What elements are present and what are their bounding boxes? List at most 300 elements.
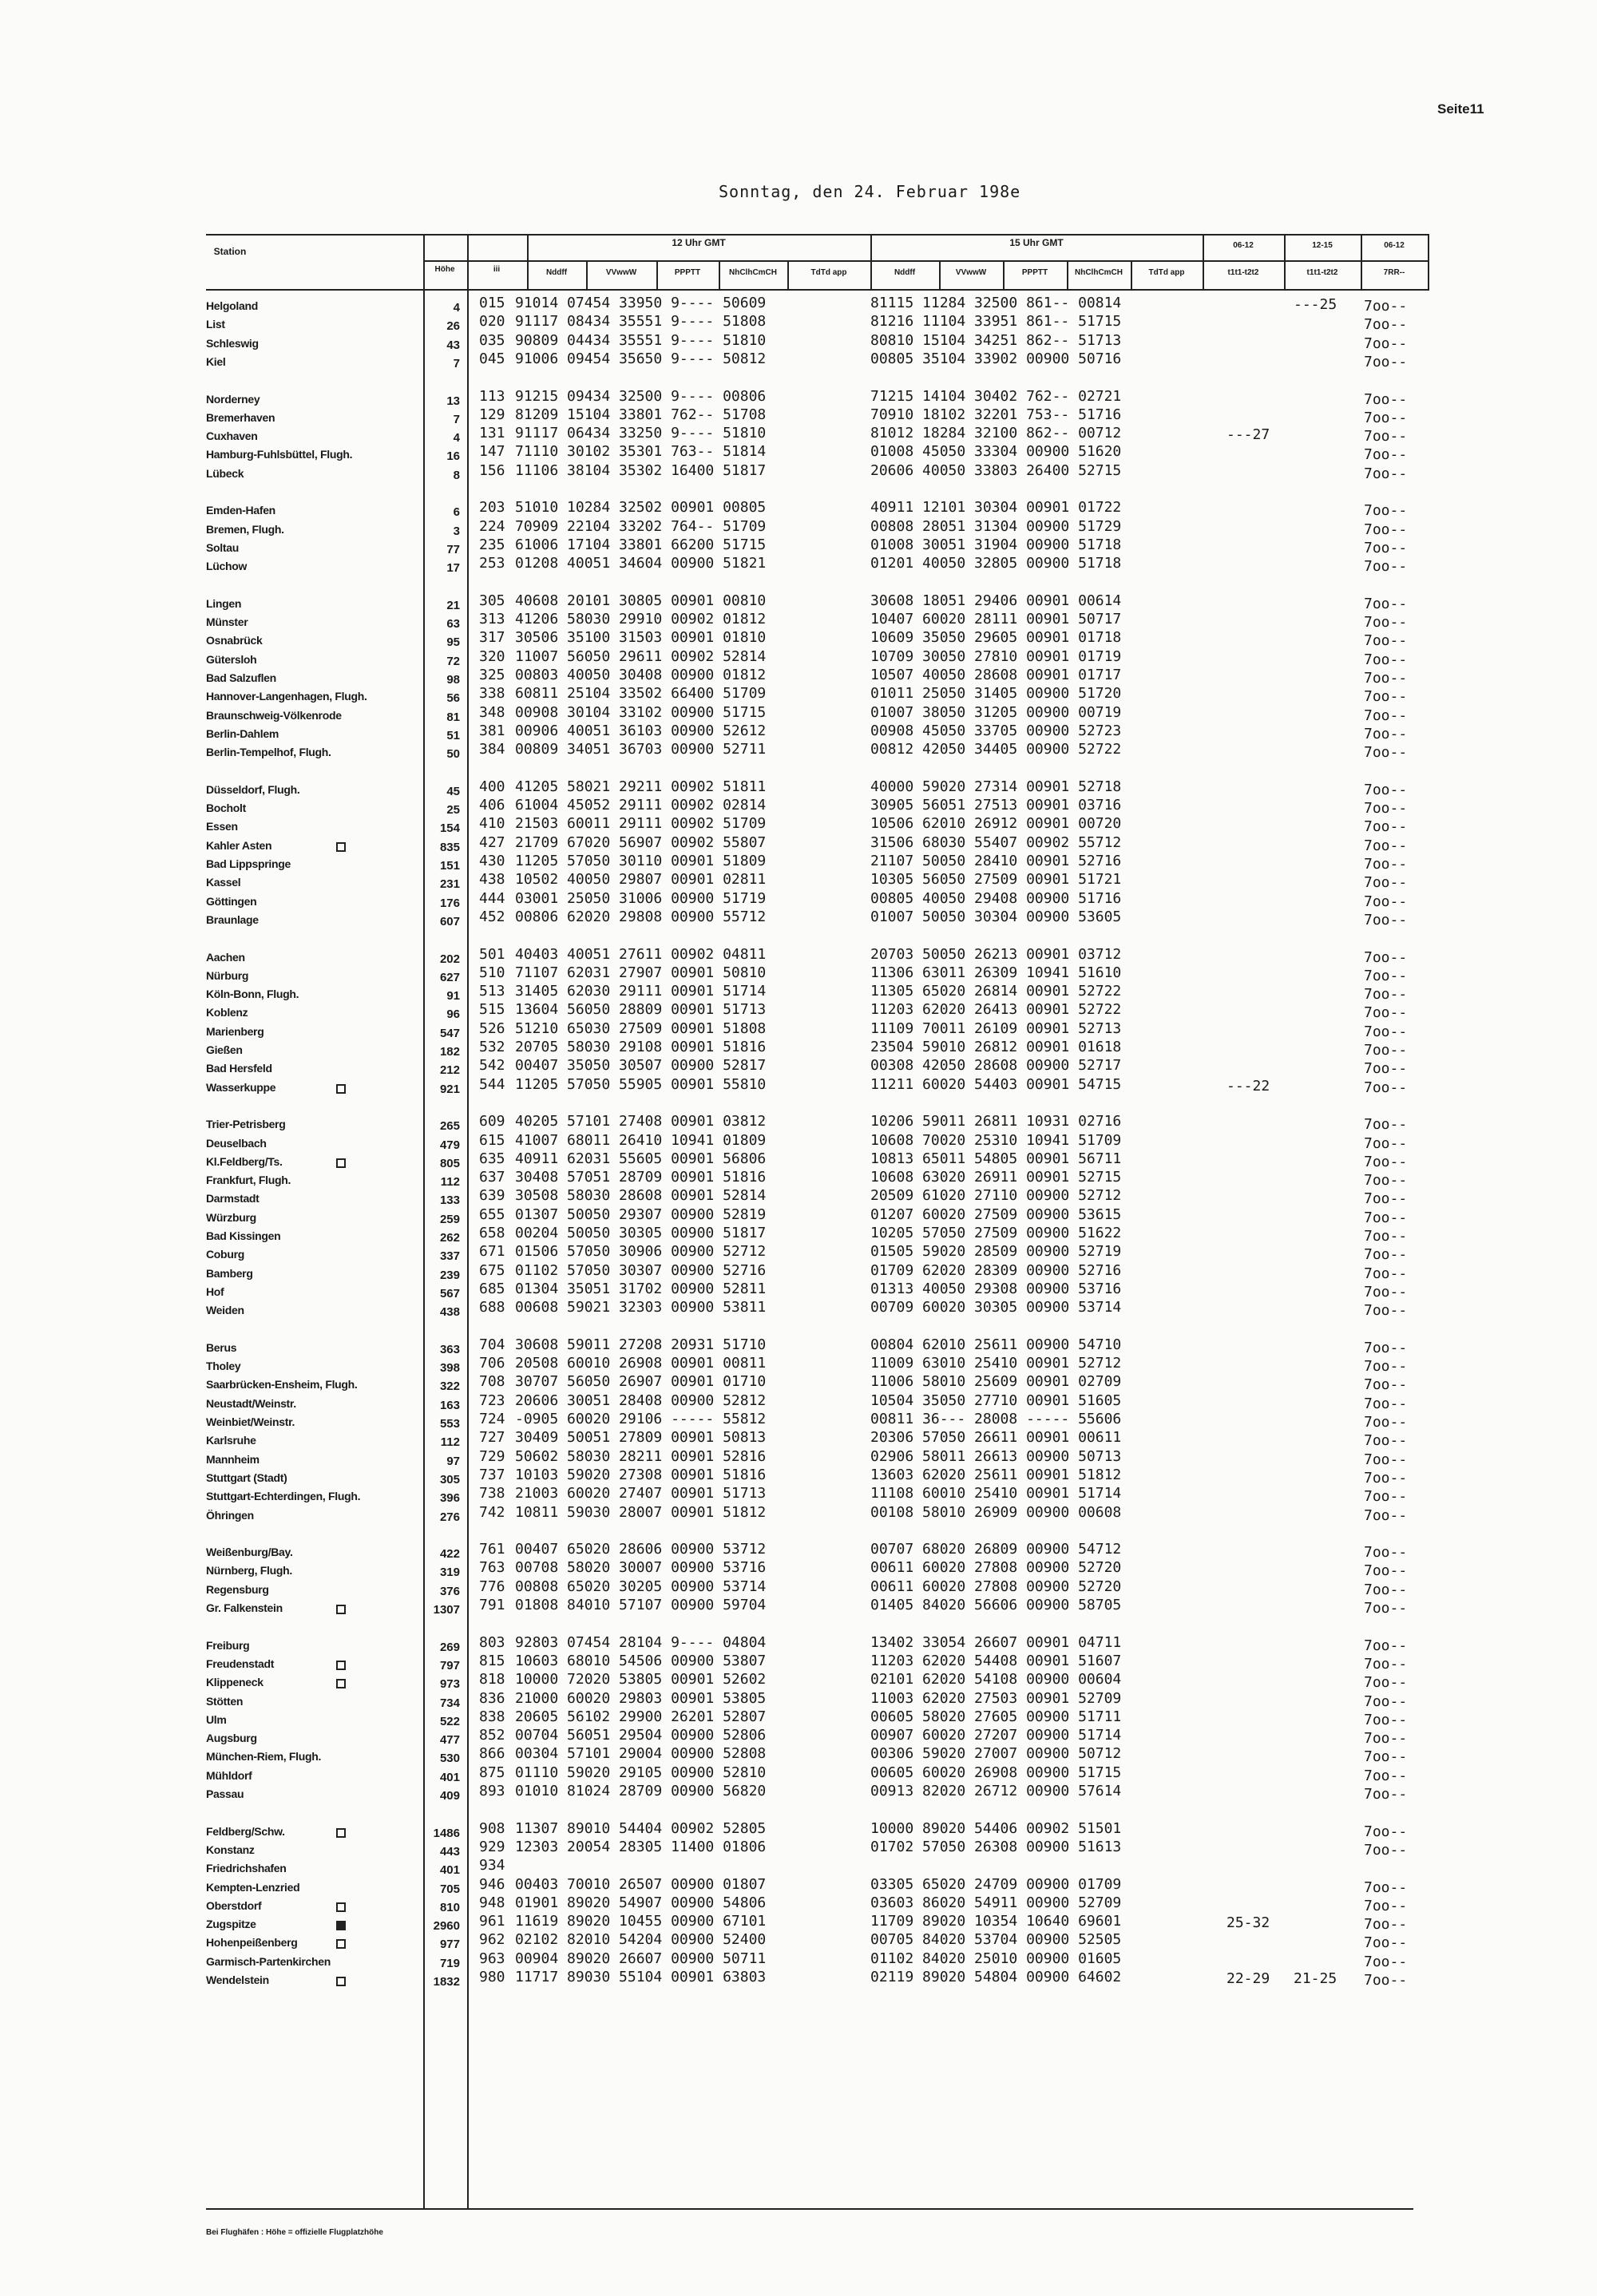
- station-id: 706: [479, 1355, 505, 1372]
- obs-12-groups: 40205 57101 27408 00901 03812: [515, 1113, 767, 1130]
- obs-12-groups: -0905 60020 29106 ----- 55812: [515, 1411, 767, 1427]
- header-15-code-5: TdTd app: [1148, 268, 1185, 277]
- obs-15-groups: 00605 60020 26908 00900 51715: [870, 1764, 1122, 1781]
- col-rule-x3-right: [1428, 234, 1429, 290]
- obs-12-groups: 30707 56050 26907 00901 01710: [515, 1373, 767, 1391]
- station-name: Berlin-Tempelhof, Flugh.: [206, 746, 331, 759]
- open-square-icon: [336, 1828, 346, 1838]
- obs-15-groups: 01011 25050 31405 00900 51720: [870, 685, 1122, 703]
- station-name: Bad Hersfeld: [206, 1062, 272, 1075]
- extra-3-value: 7oo--: [1364, 1209, 1408, 1226]
- extra-3-value: 7oo--: [1364, 1395, 1408, 1412]
- extra-3-value: 7oo--: [1364, 1711, 1408, 1728]
- obs-12-groups: 71110 30102 35301 763-- 51814: [515, 443, 767, 461]
- station-height: 151: [439, 859, 460, 873]
- extra-3-value: 7oo--: [1364, 1060, 1408, 1078]
- obs-15-groups: 10506 62010 26912 00901 00720: [870, 815, 1122, 833]
- obs-15-groups: 01008 30051 31904 00900 51718: [870, 536, 1122, 553]
- extra-3-value: 7oo--: [1364, 335, 1408, 352]
- extra-3-value: 7oo--: [1364, 1376, 1408, 1394]
- obs-12-groups: 01110 59020 29105 00900 52810: [515, 1764, 767, 1781]
- obs-12-groups: 11307 89010 54404 00902 52805: [515, 1819, 767, 1837]
- station-height: 4: [453, 431, 460, 445]
- station-id: 727: [479, 1429, 505, 1447]
- obs-15-groups: 00913 82020 26712 00900 57614: [870, 1783, 1122, 1799]
- obs-12-groups: 81209 15104 33801 762-- 51708: [515, 406, 767, 423]
- station-id: 791: [479, 1597, 505, 1613]
- station-height: 2960: [433, 1919, 460, 1934]
- obs-12-groups: 10103 59020 27308 00901 51816: [515, 1466, 767, 1483]
- station-height: 96: [446, 1007, 460, 1022]
- extra-3-value: 7oo--: [1364, 1302, 1408, 1320]
- obs-15-groups: 02101 62020 54108 00900 00604: [870, 1671, 1122, 1688]
- station-height: 398: [439, 1361, 460, 1376]
- station-id: 708: [479, 1373, 505, 1391]
- station-name: Osnabrück: [206, 634, 263, 647]
- header-extra-2-code: t1t1-t2t2: [1306, 268, 1338, 277]
- station-height: 7: [453, 356, 460, 370]
- obs-12-groups: 11717 89030 55104 00901 63803: [515, 1969, 767, 1985]
- station-height: 547: [439, 1026, 460, 1040]
- extra-3-value: 7oo--: [1364, 390, 1408, 408]
- obs-12-groups: 61006 17104 33801 66200 51715: [515, 536, 767, 553]
- extra-3-value: 7oo--: [1364, 1878, 1408, 1896]
- header-extra-3-code: 7RR--: [1383, 268, 1405, 277]
- station-id: 501: [479, 945, 505, 963]
- station-name: Stuttgart (Stadt): [206, 1471, 287, 1484]
- station-height: 182: [439, 1045, 460, 1059]
- obs-12-groups: 03001 25050 31006 00900 51719: [515, 889, 767, 907]
- col-rule-c12-1: [586, 260, 588, 290]
- extra-3-value: 7oo--: [1364, 521, 1408, 538]
- station-name: Schleswig: [206, 336, 259, 350]
- col-rule-c15-2: [1003, 260, 1005, 290]
- obs-12-groups: 21503 60011 29111 00902 51709: [515, 815, 767, 833]
- station-id: 776: [479, 1578, 505, 1595]
- station-height: 72: [446, 654, 460, 668]
- extra-3-value: 7oo--: [1364, 1172, 1408, 1190]
- station-name: Lüchow: [206, 560, 248, 573]
- station-id: 738: [479, 1485, 505, 1502]
- station-name: Garmisch-Partenkirchen: [206, 1954, 331, 1968]
- station-name: Darmstadt: [206, 1192, 260, 1205]
- obs-12-groups: 13604 56050 28809 00901 51713: [515, 1001, 767, 1019]
- obs-12-groups: 01901 89020 54907 00900 54806: [515, 1894, 767, 1911]
- obs-12-groups: 11007 56050 29611 00902 52814: [515, 647, 767, 665]
- station-height: 567: [439, 1286, 460, 1300]
- obs-15-groups: 00705 84020 53704 00900 52505: [870, 1931, 1122, 1949]
- obs-15-groups: 11108 60010 25410 00901 51714: [870, 1485, 1122, 1502]
- obs-15-groups: 21107 50050 28410 00901 52716: [870, 853, 1122, 869]
- station-id: 948: [479, 1894, 505, 1911]
- col-rule-c12-3: [719, 260, 720, 290]
- station-height: 259: [439, 1212, 460, 1226]
- station-id: 704: [479, 1336, 505, 1353]
- station-name: Berus: [206, 1340, 237, 1354]
- station-height: 98: [446, 673, 460, 687]
- obs-15-groups: 11203 62020 26413 00901 52722: [870, 1001, 1122, 1019]
- extra-2-value: ---25: [1294, 296, 1337, 313]
- station-height: 522: [439, 1714, 460, 1728]
- extra-3-value: 7oo--: [1364, 1134, 1408, 1152]
- obs-12-groups: 21709 67020 56907 00902 55807: [515, 833, 767, 851]
- station-name: Nürnberg, Flugh.: [206, 1564, 292, 1578]
- station-id: 934: [479, 1857, 505, 1874]
- station-id: 542: [479, 1057, 505, 1075]
- obs-15-groups: 23504 59010 26812 00901 01618: [870, 1039, 1122, 1055]
- station-id: 156: [479, 461, 505, 479]
- obs-15-groups: 11009 63010 25410 00901 52712: [870, 1355, 1122, 1372]
- obs-15-groups: 40000 59020 27314 00901 52718: [870, 778, 1122, 795]
- station-height: 305: [439, 1472, 460, 1486]
- obs-15-groups: 13603 62020 25611 00901 51812: [870, 1466, 1122, 1483]
- station-id: 253: [479, 555, 505, 572]
- station-height: 479: [439, 1138, 460, 1152]
- obs-15-groups: 10305 56050 27509 00901 51721: [870, 871, 1122, 889]
- station-id: 655: [479, 1205, 505, 1223]
- obs-12-groups: 91006 09454 35650 9---- 50812: [515, 350, 767, 367]
- station-height: 977: [439, 1938, 460, 1952]
- station-id: 526: [479, 1019, 505, 1037]
- station-id: 513: [479, 983, 505, 1000]
- extra-3-value: 7oo--: [1364, 1451, 1408, 1468]
- obs-12-groups: 40403 40051 27611 00902 04811: [515, 945, 767, 963]
- obs-15-groups: 30905 56051 27513 00901 03716: [870, 797, 1122, 814]
- obs-15-groups: 20703 50050 26213 00901 03712: [870, 945, 1122, 963]
- obs-12-groups: 11619 89020 10455 00900 67101: [515, 1913, 767, 1930]
- station-height: 627: [439, 970, 460, 984]
- station-id: 893: [479, 1783, 505, 1799]
- station-height: 21: [446, 598, 460, 612]
- obs-12-groups: 00608 59021 32303 00900 53811: [515, 1299, 767, 1316]
- station-name: Norderney: [206, 392, 260, 406]
- station-height: 212: [439, 1063, 460, 1078]
- extra-3-value: 7oo--: [1364, 1358, 1408, 1376]
- station-name: Nürburg: [206, 968, 249, 982]
- obs-15-groups: 01102 84020 25010 00900 01605: [870, 1950, 1122, 1967]
- station-name: Hof: [206, 1285, 224, 1298]
- extra-3-value: 7oo--: [1364, 1004, 1408, 1022]
- extra-3-value: 7oo--: [1364, 781, 1408, 798]
- station-id: 203: [479, 499, 505, 517]
- station-name: Bocholt: [206, 802, 247, 815]
- obs-15-groups: 10608 70020 25310 10941 51709: [870, 1131, 1122, 1149]
- obs-15-groups: 10205 57050 27509 00900 51622: [870, 1225, 1122, 1241]
- station-height: 734: [439, 1696, 460, 1710]
- obs-15-groups: 00805 35104 33902 00900 50716: [870, 350, 1122, 367]
- obs-15-groups: 10206 59011 26811 10931 02716: [870, 1113, 1122, 1130]
- obs-12-groups: 00204 50050 30305 00900 51817: [515, 1225, 767, 1241]
- header-15-code-1: Nddff: [894, 268, 916, 277]
- obs-15-groups: 01007 50050 30304 00900 53605: [870, 908, 1122, 925]
- obs-12-groups: 31405 62030 29111 00901 51714: [515, 983, 767, 1000]
- station-name: Düsseldorf, Flugh.: [206, 782, 300, 796]
- station-name: Neustadt/Weinstr.: [206, 1396, 296, 1410]
- obs-15-groups: 13402 33054 26607 00901 04711: [870, 1633, 1122, 1651]
- station-id: 400: [479, 778, 505, 795]
- station-id: 544: [479, 1075, 505, 1093]
- obs-12-groups: 61004 45052 29111 00902 02814: [515, 797, 767, 814]
- obs-15-groups: 01007 38050 31205 00900 00719: [870, 703, 1122, 721]
- col-rule-x2-right: [1361, 234, 1362, 290]
- station-name: Weiden: [206, 1304, 244, 1317]
- station-name: Stuttgart-Echterdingen, Flugh.: [206, 1490, 361, 1503]
- station-height: 133: [439, 1194, 460, 1208]
- station-id: 452: [479, 908, 505, 925]
- station-id: 129: [479, 406, 505, 423]
- obs-12-groups: 30408 57051 28709 00901 51816: [515, 1169, 767, 1186]
- station-name: Gr. Falkenstein: [206, 1601, 283, 1614]
- obs-12-groups: 01506 57050 30906 00900 52712: [515, 1243, 767, 1261]
- station-height: 16: [446, 449, 460, 464]
- station-name: Göttingen: [206, 894, 257, 908]
- obs-15-groups: 11003 62020 27503 00901 52709: [870, 1689, 1122, 1707]
- extra-3-value: 7oo--: [1364, 539, 1408, 556]
- station-height: 6: [453, 505, 460, 520]
- extra-3-value: 7oo--: [1364, 1674, 1408, 1692]
- obs-15-groups: 20306 57050 26611 00901 00611: [870, 1429, 1122, 1447]
- header-15-uhr: 15 Uhr GMT: [1009, 237, 1064, 248]
- obs-12-groups: 01208 40051 34604 00900 51821: [515, 555, 767, 572]
- station-id: 658: [479, 1225, 505, 1241]
- station-id: 815: [479, 1652, 505, 1669]
- obs-15-groups: 11203 62020 54408 00901 51607: [870, 1652, 1122, 1669]
- obs-12-groups: 41206 58030 29910 00902 01812: [515, 611, 767, 628]
- station-name: Tholey: [206, 1360, 241, 1373]
- extra-3-value: 7oo--: [1364, 1544, 1408, 1562]
- obs-15-groups: 00908 45050 33705 00900 52723: [870, 722, 1122, 739]
- obs-15-groups: 11306 63011 26309 10941 51610: [870, 964, 1122, 981]
- extra-3-value: 7oo--: [1364, 614, 1408, 631]
- obs-15-groups: 71215 14104 30402 762-- 02721: [870, 387, 1122, 405]
- station-height: 26: [446, 319, 460, 334]
- extra-3-value: 7oo--: [1364, 1506, 1408, 1524]
- header-15-code-2: VVwwW: [955, 268, 987, 277]
- station-height: 319: [439, 1566, 460, 1580]
- header-12-uhr: 12 Uhr GMT: [672, 237, 726, 248]
- obs-12-groups: 51210 65030 27509 00901 51808: [515, 1019, 767, 1037]
- station-height: 810: [439, 1900, 460, 1914]
- extra-3-value: 7oo--: [1364, 986, 1408, 1004]
- obs-15-groups: 00605 58020 27605 00900 51711: [870, 1708, 1122, 1725]
- station-name: Emden-Hafen: [206, 504, 275, 517]
- station-height: 337: [439, 1249, 460, 1264]
- station-id: 224: [479, 517, 505, 535]
- station-name: Soltau: [206, 540, 239, 554]
- station-id: 980: [479, 1969, 505, 1985]
- obs-15-groups: 03305 65020 24709 00900 01709: [870, 1875, 1122, 1893]
- station-height: 262: [439, 1231, 460, 1245]
- station-id: 510: [479, 964, 505, 981]
- col-rule-c15-3: [1067, 260, 1068, 290]
- station-height: 77: [446, 542, 460, 556]
- obs-15-groups: 10813 65011 54805 00901 56711: [870, 1150, 1122, 1167]
- station-height: 719: [439, 1956, 460, 1970]
- station-height: 409: [439, 1789, 460, 1803]
- obs-12-groups: 70909 22104 33202 764-- 51709: [515, 517, 767, 535]
- open-square-icon: [336, 1661, 346, 1670]
- extra-3-value: 7oo--: [1364, 1581, 1408, 1598]
- station-id: 313: [479, 611, 505, 628]
- station-name: Kl.Feldberg/Ts.: [206, 1154, 283, 1168]
- station-name: Karlsruhe: [206, 1434, 256, 1447]
- obs-12-groups: 00708 58020 30007 00900 53716: [515, 1559, 767, 1577]
- obs-12-groups: 00806 62020 29808 00900 55712: [515, 908, 767, 925]
- extra-3-value: 7oo--: [1364, 948, 1408, 966]
- extra-3-value: 7oo--: [1364, 837, 1408, 854]
- station-height: 81: [446, 710, 460, 724]
- station-name: Bremerhaven: [206, 410, 275, 424]
- station-id: 637: [479, 1169, 505, 1186]
- extra-3-value: 7oo--: [1364, 911, 1408, 928]
- station-height: 921: [439, 1082, 460, 1096]
- extra-3-value: 7oo--: [1364, 670, 1408, 687]
- open-square-icon: [336, 1084, 346, 1094]
- obs-12-groups: 30409 50051 27809 00901 50813: [515, 1429, 767, 1447]
- station-id: 444: [479, 889, 505, 907]
- station-id: 381: [479, 722, 505, 739]
- station-id: 325: [479, 667, 505, 683]
- extra-3-value: 7oo--: [1364, 1265, 1408, 1282]
- station-name: Hamburg-Fuhlsbüttel, Flugh.: [206, 448, 353, 461]
- extra-3-value: 7oo--: [1364, 651, 1408, 668]
- station-height: 163: [439, 1398, 460, 1412]
- obs-12-groups: 51010 10284 32502 00901 00805: [515, 499, 767, 517]
- station-name: Zugspitze: [206, 1918, 256, 1931]
- station-id: 317: [479, 629, 505, 647]
- station-height: 705: [439, 1882, 460, 1896]
- extra-3-value: 7oo--: [1364, 595, 1408, 612]
- station-height: 422: [439, 1547, 460, 1562]
- station-height: 322: [439, 1380, 460, 1394]
- station-height: 4: [453, 301, 460, 315]
- extra-3-value: 7oo--: [1364, 1246, 1408, 1264]
- obs-12-groups: 50602 58030 28211 00901 52816: [515, 1447, 767, 1465]
- extra-3-value: 7oo--: [1364, 1637, 1408, 1654]
- station-id: 635: [479, 1150, 505, 1167]
- station-name: Hannover-Langenhagen, Flugh.: [206, 690, 367, 703]
- filled-square-icon: [336, 1921, 346, 1930]
- station-id: 688: [479, 1299, 505, 1316]
- obs-12-groups: 41007 68011 26410 10941 01809: [515, 1131, 767, 1149]
- obs-15-groups: 00812 42050 34405 00900 52722: [870, 741, 1122, 758]
- extra-3-value: 7oo--: [1364, 446, 1408, 464]
- station-height: 401: [439, 1770, 460, 1784]
- obs-15-groups: 01405 84020 56606 00900 58705: [870, 1597, 1122, 1613]
- extra-3-value: 7oo--: [1364, 800, 1408, 817]
- extra-3-value: 7oo--: [1364, 353, 1408, 370]
- extra-3-value: 7oo--: [1364, 856, 1408, 873]
- station-name: Gießen: [206, 1043, 243, 1056]
- open-square-icon: [336, 1977, 346, 1986]
- station-height: 112: [440, 1435, 460, 1450]
- obs-15-groups: 70910 18102 32201 753-- 51716: [870, 406, 1122, 423]
- station-id: 131: [479, 425, 505, 442]
- station-name: Deuselbach: [206, 1136, 267, 1150]
- station-id: 875: [479, 1764, 505, 1781]
- station-name: Trier-Petrisberg: [206, 1118, 286, 1131]
- obs-15-groups: 00805 40050 29408 00900 51716: [870, 889, 1122, 907]
- open-square-icon: [336, 1939, 346, 1949]
- header-12-code-2: VVwwW: [605, 268, 637, 277]
- extra-3-value: 7oo--: [1364, 1655, 1408, 1673]
- obs-12-groups: 01102 57050 30307 00900 52716: [515, 1261, 767, 1279]
- extra-3-value: 7oo--: [1364, 1748, 1408, 1766]
- extra-1-value: ---22: [1226, 1077, 1270, 1095]
- obs-15-groups: 11211 60020 54403 00901 54715: [870, 1075, 1122, 1093]
- open-square-icon: [336, 1158, 346, 1168]
- obs-12-groups: 00908 30104 33102 00900 51715: [515, 703, 767, 721]
- extra-3-value: 7oo--: [1364, 1190, 1408, 1208]
- station-height: 239: [439, 1268, 460, 1282]
- extra-3-value: 7oo--: [1364, 502, 1408, 520]
- station-id: 962: [479, 1931, 505, 1949]
- station-name: Braunschweig-Völkenrode: [206, 708, 342, 722]
- extra-3-value: 7oo--: [1364, 632, 1408, 650]
- header-extra-1-period: 06-12: [1233, 241, 1254, 250]
- extra-3-value: 7oo--: [1364, 725, 1408, 742]
- station-name: Frankfurt, Flugh.: [206, 1174, 291, 1187]
- header-ii: iii: [493, 265, 501, 274]
- extra-3-value: 7oo--: [1364, 1153, 1408, 1170]
- obs-15-groups: 02119 89020 54804 00900 64602: [870, 1969, 1122, 1985]
- obs-12-groups: 12303 20054 28305 11400 01806: [515, 1838, 767, 1855]
- station-height: 276: [439, 1510, 460, 1524]
- station-id: 961: [479, 1913, 505, 1930]
- extra-1-value: ---27: [1226, 426, 1270, 444]
- station-id: 866: [479, 1745, 505, 1763]
- col-rule-c12-2: [656, 260, 658, 290]
- extra-3-value: 7oo--: [1364, 1823, 1408, 1840]
- obs-12-groups: 01010 81024 28709 00900 56820: [515, 1783, 767, 1799]
- obs-15-groups: 01207 60020 27509 00900 53615: [870, 1205, 1122, 1223]
- header-station: Station: [213, 246, 247, 257]
- station-id: 035: [479, 331, 505, 349]
- station-name: Mühldorf: [206, 1768, 252, 1782]
- station-name: Mannheim: [206, 1452, 260, 1466]
- obs-15-groups: 00611 60020 27808 00900 52720: [870, 1559, 1122, 1577]
- col-rule-g15-right: [1203, 234, 1204, 290]
- station-height: 401: [439, 1863, 460, 1878]
- obs-12-groups: 00906 40051 36103 00900 52612: [515, 722, 767, 739]
- station-id: 818: [479, 1671, 505, 1688]
- extra-1-value: 22-29: [1226, 1970, 1270, 1987]
- station-id: 532: [479, 1039, 505, 1055]
- obs-12-groups: 00803 40050 30408 00900 01812: [515, 667, 767, 683]
- station-name: Coburg: [206, 1248, 244, 1261]
- extra-3-value: 7oo--: [1364, 707, 1408, 724]
- station-height: 269: [439, 1640, 460, 1654]
- extra-3-value: 7oo--: [1364, 688, 1408, 706]
- table-bottom-rule: [206, 2208, 1413, 2210]
- extra-3-value: 7oo--: [1364, 1934, 1408, 1952]
- station-id: 852: [479, 1727, 505, 1744]
- extra-3-value: 7oo--: [1364, 818, 1408, 836]
- station-id: 384: [479, 741, 505, 758]
- obs-12-groups: 10000 72020 53805 00901 52602: [515, 1671, 767, 1688]
- station-height: 835: [439, 840, 460, 854]
- obs-12-groups: 11205 57050 30110 00901 51809: [515, 853, 767, 869]
- station-height: 973: [439, 1677, 460, 1692]
- obs-12-groups: 41205 58021 29211 00902 51811: [515, 778, 767, 795]
- extra-3-value: 7oo--: [1364, 316, 1408, 334]
- obs-15-groups: 11006 58010 25609 00901 02709: [870, 1373, 1122, 1391]
- page-title: Sonntag, den 24. Februar 198e: [719, 182, 1021, 201]
- extra-3-value: 7oo--: [1364, 1414, 1408, 1431]
- extra-3-value: 7oo--: [1364, 1488, 1408, 1506]
- obs-12-groups: 00403 70010 26507 00900 01807: [515, 1875, 767, 1893]
- station-id: 406: [479, 797, 505, 814]
